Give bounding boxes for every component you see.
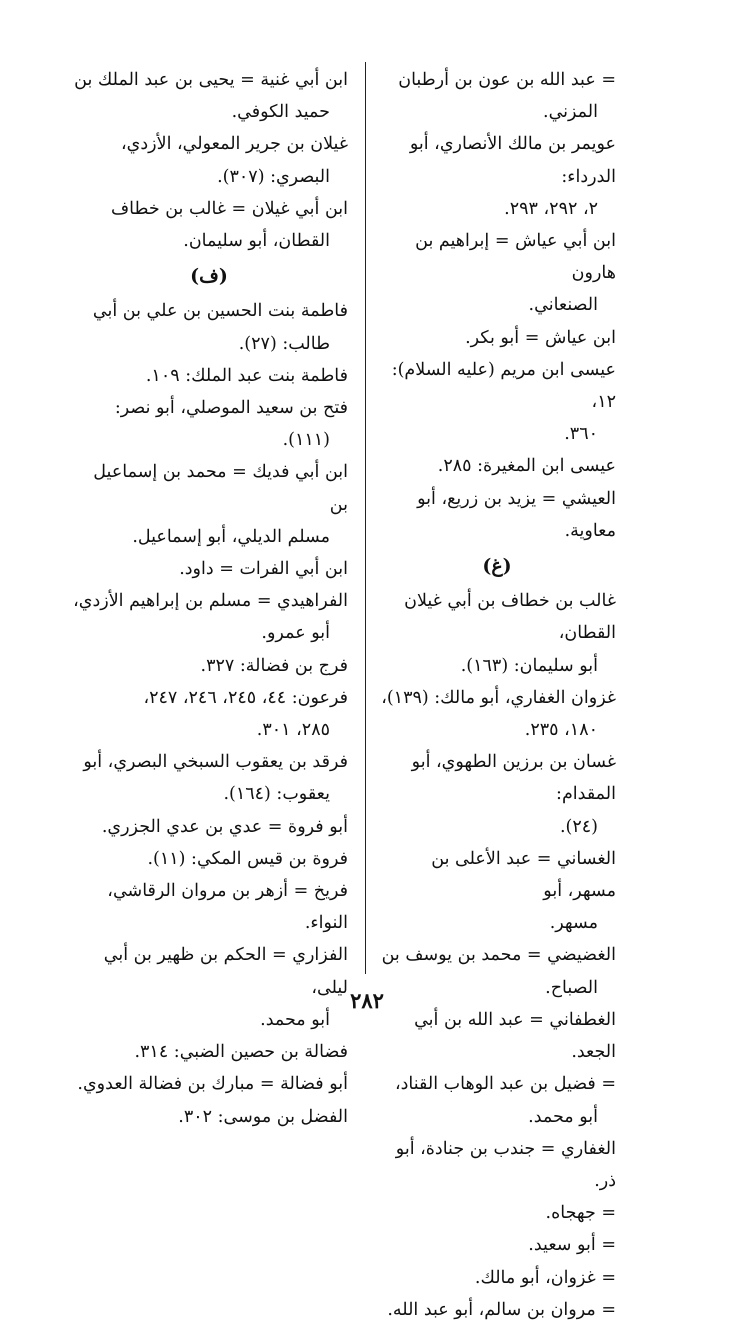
index-entry-line: فاطمة بنت الحسين بن علي بن أبي: [92, 301, 348, 322]
index-entry: [70, 1101, 348, 1133]
index-entry-line: أبو فضالة = مبارك بن فضالة العدوي.: [77, 1074, 348, 1095]
index-entry: [70, 553, 348, 585]
index-entry-line: فرعون: ٤٤، ٢٤٥، ٢٤٦، ٢٤٧،: [143, 687, 348, 708]
index-entry: [70, 1068, 348, 1100]
index-entry: [378, 1229, 616, 1261]
index-entry-line: الغطفاني = عبد الله بن أبي الجعد.: [414, 1009, 616, 1063]
index-entry: [70, 360, 348, 392]
index-entry-line: غالب بن خطاف بن أبي غيلان القطان،: [404, 591, 616, 644]
index-entry-line: = أبو سعيد.: [528, 1235, 616, 1256]
index-entry-continuation: الصباح.: [545, 977, 598, 998]
index-entry-continuation: الصنعاني.: [528, 295, 598, 316]
index-entry-line: = جهجاه.: [545, 1203, 616, 1224]
index-entry: [70, 875, 348, 939]
index-entry: [378, 322, 616, 354]
index-entry-line: فروة بن قيس المكي: (١١).: [147, 848, 348, 869]
column-divider: [365, 62, 366, 974]
index-entry-line: فضالة بن حصين الضبي: ٣١٤.: [134, 1042, 348, 1063]
index-entry-continuation: حميد الكوفي.: [231, 102, 330, 123]
index-entry-line: فرج بن فضالة: ٣٢٧.: [200, 655, 348, 676]
index-entry: [378, 1133, 616, 1197]
index-entry-continuation: مسهر.: [549, 913, 598, 934]
page-number: ٢٨٢: [350, 988, 384, 1013]
index-entry: [378, 1262, 616, 1294]
index-entry: [378, 1294, 616, 1326]
index-entry-line: فريخ = أزهر بن مروان الرقاشي، النواء.: [107, 881, 348, 934]
index-entry-continuation: (١١١).: [282, 430, 330, 451]
index-entry: [378, 64, 616, 128]
index-entry-line: ابن أبي الفرات = داود.: [179, 559, 348, 580]
index-entry: [378, 450, 616, 482]
index-entry: [378, 128, 616, 225]
index-entry: [70, 746, 348, 810]
index-entry-continuation: أبو سليمان: (١٦٣).: [460, 655, 598, 676]
index-entry-line: ابن أبي غنية = يحيى بن عبد الملك بن: [74, 70, 348, 90]
index-entry-line: ابن أبي فديك = محمد بن إسماعيل بن: [93, 462, 348, 515]
index-column-left: [70, 64, 348, 1133]
index-entry-continuation: يعقوب: (١٦٤).: [223, 784, 330, 805]
index-entry-line: غيلان بن جرير المعولي، الأزدي،: [121, 134, 348, 155]
index-entry: [70, 585, 348, 649]
index-entry: [70, 811, 348, 843]
index-entry-line: = فضيل بن عبد الوهاب القناد،: [394, 1074, 616, 1095]
section-letter-heading: (ف): [190, 265, 228, 288]
index-column-right: [378, 64, 616, 1326]
index-entry: [70, 295, 348, 359]
index-entry: [378, 1004, 616, 1068]
index-entry-continuation: أبو محمد.: [260, 1009, 330, 1030]
index-entry-line: غزوان الغفاري، أبو مالك: (١٣٩)،: [381, 687, 616, 708]
index-entry-continuation: طالب: (٢٧).: [238, 333, 330, 354]
index-entry-line: عويمر بن مالك الأنصاري، أبو الدرداء:: [409, 134, 616, 187]
index-entry-line: = غزوان، أبو مالك.: [474, 1267, 616, 1288]
index-entry: [378, 746, 616, 843]
index-entry: [378, 682, 616, 746]
index-entry-line: العيشي = يزيد بن زريع، أبو معاوية.: [417, 488, 616, 541]
index-entry-line: عيسى ابن مريم (عليه السلام): ١٢،: [391, 359, 616, 413]
index-entry-line: عيسى ابن المغيرة: ٢٨٥.: [437, 456, 616, 477]
index-entry-line: أبو فروة = عدي بن عدي الجزري.: [101, 816, 348, 837]
index-entry-continuation: أبو عمرو.: [261, 623, 330, 644]
index-entry-line: ابن عياش = أبو بكر.: [465, 327, 616, 348]
index-entry-line: فاطمة بنت عبد الملك: ١٠٩.: [145, 365, 348, 386]
index-entry-line: = مروان بن سالم، أبو عبد الله.: [387, 1299, 616, 1320]
index-entry-continuation: (٢٤).: [559, 816, 598, 837]
index-entry: [378, 1197, 616, 1229]
index-entry-continuation: البصري: (٣٠٧).: [217, 166, 330, 187]
index-entry: [70, 128, 348, 192]
index-entry-line: = عبد الله بن عون بن أرطبان: [398, 70, 616, 90]
index-entry-continuation: ٢٨٥، ٣٠١.: [256, 720, 330, 741]
index-entry: [70, 1036, 348, 1068]
index-entry-continuation: ٣٦٠.: [564, 424, 598, 445]
index-entry-line: الفزاري = الحكم بن ظهير بن أبي ليلى،: [103, 945, 348, 998]
index-entry-line: الغفاري = جندب بن جنادة، أبو ذر.: [395, 1138, 616, 1191]
index-entry: [70, 456, 348, 553]
index-entry: [378, 354, 616, 451]
index-entry-line: الفضل بن موسى: ٣٠٢.: [178, 1106, 348, 1127]
index-entry-line: ابن أبي غيلان = غالب بن خطاف: [111, 198, 348, 219]
index-entry-line: الغضيضي = محمد بن يوسف بن: [381, 945, 616, 966]
index-entry: [70, 392, 348, 456]
index-entry: [378, 1068, 616, 1132]
index-entry-continuation: ٢، ٢٩٢، ٢٩٣.: [504, 198, 598, 219]
index-entry-line: فتح بن سعيد الموصلي، أبو نصر:: [114, 398, 348, 419]
index-entry-continuation: المزني.: [543, 102, 598, 123]
index-entry-continuation: مسلم الديلي، أبو إسماعيل.: [132, 526, 330, 547]
index-entry-continuation: القطان، أبو سليمان.: [183, 231, 330, 252]
index-entry-line: غسان بن برزين الطهوي، أبو المقدام:: [411, 752, 616, 805]
index-entry: [70, 650, 348, 682]
index-entry: [70, 843, 348, 875]
section-letter-heading: (غ): [482, 555, 512, 578]
index-entry-line: ابن أبي عياش = إبراهيم بن هارون: [415, 231, 616, 284]
index-entry: [378, 483, 616, 547]
index-entry: [70, 682, 348, 746]
index-entry-line: فرقد بن يعقوب السبخي البصري، أبو: [83, 752, 348, 773]
index-entry-continuation: أبو محمد.: [528, 1106, 598, 1127]
index-entry-line: الفراهيدي = مسلم بن إبراهيم الأزدي،: [73, 591, 348, 612]
index-entry: [70, 193, 348, 257]
index-entry-continuation: ١٨٠، ٢٣٥.: [524, 720, 598, 741]
index-entry: [70, 64, 348, 128]
index-entry: [378, 225, 616, 322]
index-entry: [378, 585, 616, 682]
index-entry-line: الغساني = عبد الأعلى بن مسهر، أبو: [431, 848, 616, 902]
index-entry: [378, 843, 616, 940]
